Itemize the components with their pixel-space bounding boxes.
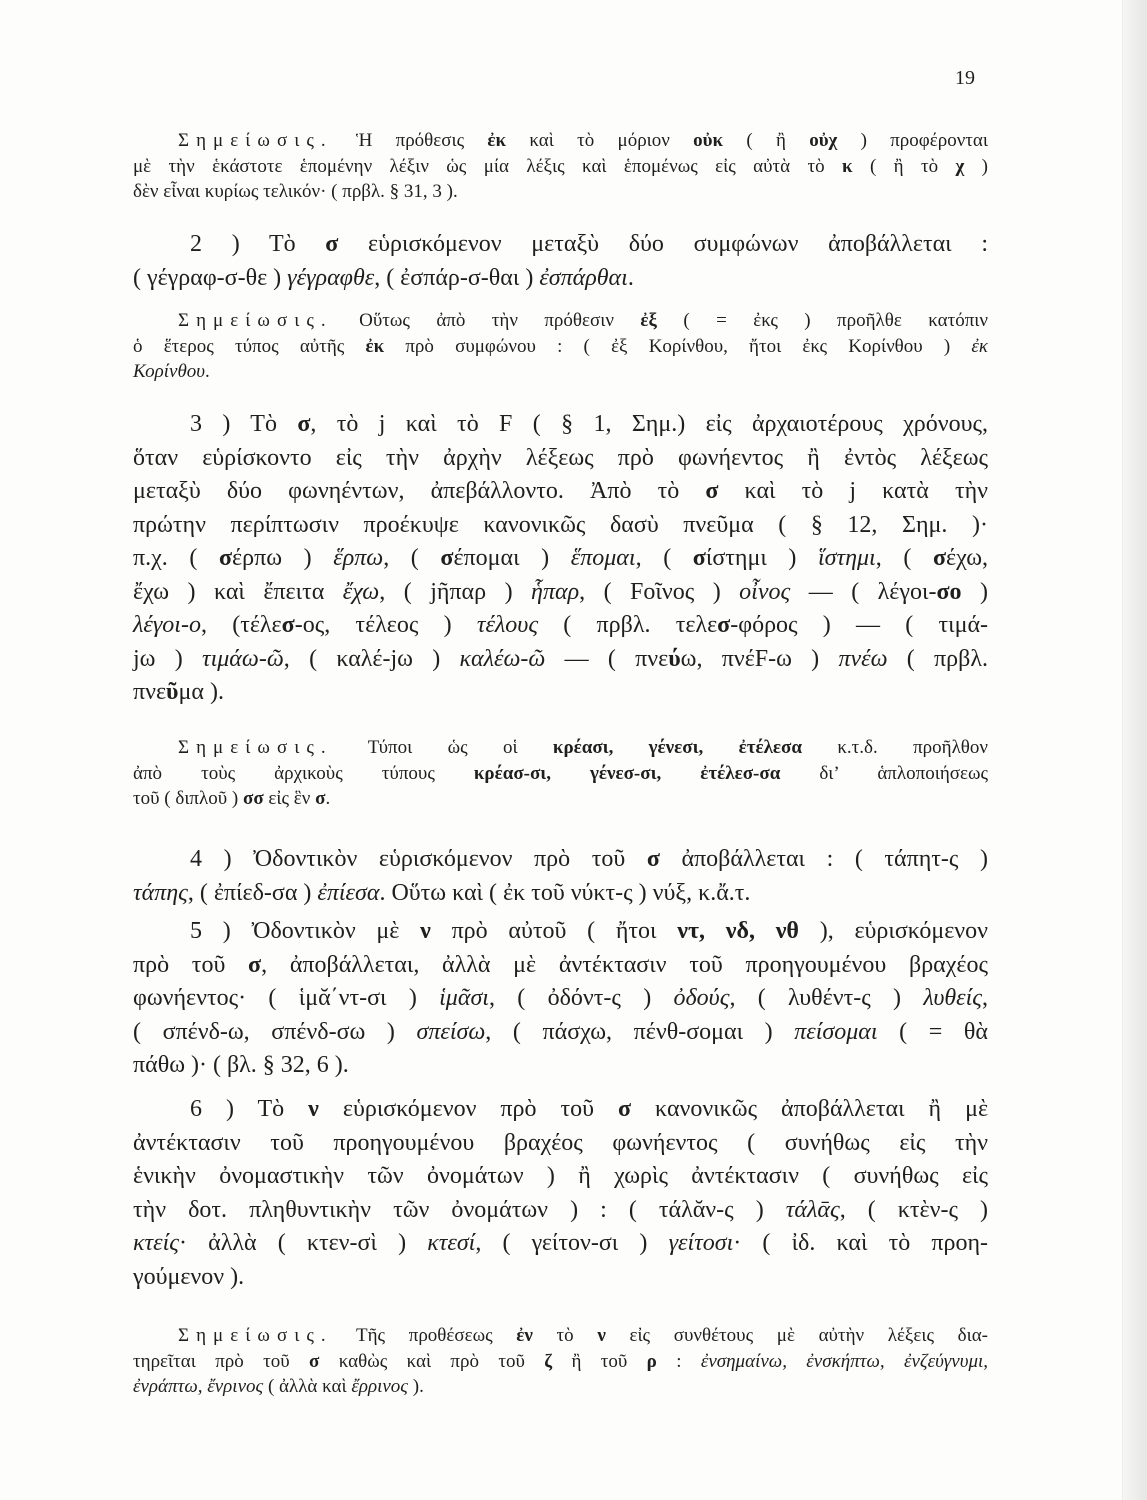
text-run: εὑρισκόμενον μεταξὺ δύο συμφώνων ἀποβάλλεται :	[338, 231, 988, 257]
text-run: ), εὑρισκόμενον	[798, 918, 988, 944]
text-run: · ( ἰδ. καὶ τὸ προη-	[733, 1230, 989, 1256]
text-run: ( πρβλ.	[887, 645, 988, 672]
bold-text: σ	[717, 612, 731, 638]
text-run: ( = θὰ	[877, 1018, 988, 1045]
text-run: ( γέγραφ-σ-θε )	[133, 264, 288, 291]
text-run: καὶ τὸ μόριον	[506, 130, 694, 151]
bold-text: σ	[218, 545, 233, 571]
text-run: .	[627, 264, 634, 291]
italic-text: ἵστημι	[818, 545, 876, 571]
text-run: γούμενον ).	[133, 1263, 245, 1290]
text-run: πρὸ αὐτοῦ ( ἤτοι	[430, 918, 678, 944]
bold-text: ἐκ	[365, 335, 385, 357]
text-run: , ( λυθέντ-ς )	[729, 985, 924, 1011]
bold-text: ῦ	[166, 679, 179, 705]
text-run: , ( κτὲν-ς )	[839, 1196, 988, 1223]
text-run: έπομαι )	[453, 545, 571, 571]
bold-text: σ	[309, 1350, 320, 1372]
italic-text: τιμάω-ῶ	[202, 645, 284, 672]
text-line	[133, 1093, 988, 1127]
note-heading: Σημείωσις.	[178, 737, 333, 758]
text-line	[133, 843, 988, 877]
text-run: , (	[383, 545, 441, 571]
page-edge-shadow	[1122, 0, 1147, 1500]
text-line	[133, 1323, 988, 1349]
italic-text: οἶνος	[739, 578, 791, 605]
page-number: 19	[955, 67, 975, 89]
italic-text: λέγοι-ο	[133, 612, 201, 638]
bold-text: σ	[325, 231, 339, 257]
text-run: μὲ τὴν ἑκάστοτε ἑπομένην λέξιν ὡς μία λέξις καὶ ἑπομένως εἰς αὐτὰ τὸ	[133, 155, 842, 177]
text-run: :	[656, 1350, 701, 1372]
text-run: 3 ) Τὸ	[190, 411, 298, 437]
text-run: ).	[408, 1376, 424, 1397]
bold-text: κ	[842, 155, 853, 177]
text-run: , ἀποβάλλεται, ἀλλὰ μὲ ἀντέκτασιν τοῦ προηγουμένου βραχέος	[261, 951, 988, 978]
text-run: δι’ ἁπλοποιήσεως	[780, 762, 989, 784]
text-run: δὲν εἶναι κυρίως τελικόν· ( πρβλ. § 31, 3 ).	[133, 181, 458, 202]
text-run: · ἀλλὰ ( κτεν-σὶ )	[178, 1230, 428, 1256]
italic-text: ἔχω	[342, 578, 380, 605]
text-line	[133, 179, 988, 205]
note-paragraph-2	[133, 308, 988, 385]
bold-text: σ	[440, 545, 454, 571]
text-run: 2 ) Τὸ	[190, 231, 326, 257]
text-run: πρώτην περίπτωσιν προέκυψε κανονικῶς δασὺ πνεῦμα ( § 12, Σημ. )·	[133, 511, 988, 538]
text-run: ἀντέκτασιν τοῦ προηγουμένου βραχέος φωνήεντος ( συνήθως εἰς τὴν	[133, 1129, 988, 1156]
text-line	[133, 982, 988, 1016]
text-run: ( ἀλλὰ καὶ	[263, 1376, 352, 1397]
text-line	[133, 262, 988, 296]
text-run: π.χ. (	[133, 545, 219, 571]
bold-text: σ	[932, 545, 946, 571]
text-run: καὶ τὸ j κατὰ τὴν	[718, 478, 988, 504]
text-run: τὸ	[532, 1325, 598, 1346]
bold-text: ν	[308, 1096, 319, 1122]
text-run: έρπω )	[232, 545, 334, 571]
bold-text: σ	[297, 411, 311, 437]
rule-paragraph-4	[133, 843, 988, 910]
italic-text: ἧπαρ	[531, 578, 580, 605]
italic-text: ἐσπάρθαι	[539, 264, 628, 291]
text-line	[133, 1227, 988, 1261]
note-paragraph-3	[133, 735, 988, 812]
italic-text: ἐνράπτω, ἔνρινος	[133, 1376, 264, 1397]
bold-text: σο	[936, 578, 962, 605]
text-run: πνε	[133, 679, 167, 705]
text-line	[133, 761, 988, 787]
text-run: -φόρος ) — ( τιμά-	[730, 612, 989, 638]
text-run: 5 ) Ὀδοντικὸν μὲ	[190, 918, 421, 944]
text-run: ) προφέρονται	[837, 130, 988, 151]
text-run: , ( πάσχω, πένθ-σομαι )	[485, 1018, 795, 1045]
text-run: Ἡ πρόθεσις	[332, 130, 488, 151]
bold-text: χ	[955, 155, 965, 177]
bold-text: σ	[646, 846, 660, 872]
italic-text: λυθείς	[923, 985, 982, 1011]
text-line	[133, 1016, 988, 1050]
bold-text: ἐξ	[640, 310, 657, 331]
text-line	[133, 1160, 988, 1194]
text-line	[133, 949, 988, 983]
text-line	[133, 542, 988, 576]
italic-text: Κορίνθου	[133, 361, 206, 382]
bold-text: σσ	[242, 788, 264, 809]
italic-text: ἱμᾶσι	[439, 985, 489, 1011]
text-run: Τῆς προθέσεως	[332, 1325, 517, 1346]
text-run: έχω,	[946, 545, 988, 571]
rule-paragraph-6	[133, 1093, 988, 1294]
italic-text: σπείσω	[416, 1018, 486, 1045]
text-run: — ( λέγοι-	[790, 578, 937, 605]
text-line	[133, 408, 988, 442]
note-heading: Σημείωσις.	[178, 310, 333, 331]
text-run: )	[961, 578, 988, 605]
bold-text: ζ	[544, 1350, 553, 1372]
text-run: τηρεῖται πρὸ τοῦ	[133, 1350, 310, 1372]
text-run: 6 ) Τὸ	[190, 1096, 309, 1122]
bold-text: σ	[281, 612, 295, 638]
bold-text: ύ	[668, 645, 681, 672]
text-run: ίστημι )	[705, 545, 818, 571]
rule-paragraph-5	[133, 915, 988, 1083]
bold-text: ρ	[646, 1350, 657, 1372]
text-run: ω, πνέF-ω )	[680, 645, 839, 672]
text-line	[133, 475, 988, 509]
italic-text: γείτοσι	[668, 1230, 734, 1256]
note-paragraph-1	[133, 128, 988, 205]
text-run: , ( καλέ-jω )	[283, 645, 460, 672]
bold-text: σ	[315, 788, 326, 809]
text-run: .	[325, 788, 331, 809]
text-run: ὁ ἕτερος τύπος αὐτῆς	[133, 335, 366, 357]
text-line	[133, 154, 988, 180]
text-run: ( = ἐκς ) προῆλθε κατόπιν	[656, 310, 989, 331]
text-run: , (τέλε	[200, 612, 282, 638]
text-line	[133, 509, 988, 543]
text-run: jω )	[133, 645, 202, 672]
bold-text: οὐκ	[693, 130, 724, 151]
text-run: , (	[875, 545, 933, 571]
text-run: ἑνικὴν ὀνομαστικὴν τῶν ὀνομάτων ) ἢ χωρὶς ἀντέκτασιν ( συνήθως εἰς	[133, 1163, 988, 1189]
bold-text: ν	[597, 1325, 606, 1346]
text-run: ( ἢ τὸ	[852, 155, 956, 177]
text-line	[133, 643, 988, 677]
bold-text: σ	[618, 1096, 632, 1122]
italic-text: ἐκ	[971, 335, 988, 357]
text-line	[133, 334, 988, 360]
italic-text: ἕπομαι	[570, 545, 636, 571]
text-run: , ( ἐπίεδ-σα )	[187, 879, 318, 906]
note-heading: Σημείωσις.	[178, 130, 333, 151]
text-run: .	[205, 361, 210, 382]
bold-text: σ	[705, 478, 719, 504]
italic-text: τάλᾱς	[785, 1196, 840, 1223]
italic-text: κτεσί	[427, 1230, 476, 1256]
text-run: , ( ἐσπάρ-σ-θαι )	[374, 264, 540, 291]
text-run: ( πρβλ. τελε	[538, 612, 718, 638]
text-line	[133, 1194, 988, 1228]
italic-text: πείσομαι	[794, 1018, 878, 1045]
text-run: ἀπὸ τοὺς ἀρχικοὺς τύπους	[133, 762, 474, 784]
text-run: , τὸ j καὶ τὸ F ( § 1, Σημ.) εἰς ἀρχαιοτέρους χρόνους,	[310, 411, 989, 437]
text-line	[133, 786, 988, 812]
text-run: , ( γείτον-σι )	[475, 1230, 669, 1256]
italic-text: ἐνσημαίνω, ἐνσκήπτω, ἐνζεύγνυμι,	[700, 1350, 989, 1372]
text-run: -ος, τέλεος )	[294, 612, 477, 638]
italic-text: ἕρπω	[333, 545, 384, 571]
text-run: )	[964, 155, 988, 177]
text-run: φωνήεντος· ( ἱμᾰ΄ντ-σι )	[133, 985, 440, 1011]
bold-text: ἐκ	[487, 130, 507, 151]
text-run: εἰς ἓν	[263, 788, 316, 809]
text-run: τοῦ ( διπλοῦ )	[133, 788, 243, 809]
text-run: Οὕτως ἀπὸ τὴν πρόθεσιν	[332, 310, 641, 331]
text-run: , ( jῆπαρ )	[379, 578, 532, 605]
bold-text: οὐχ	[809, 130, 838, 151]
text-run: καθὼς καὶ πρὸ τοῦ	[319, 1350, 545, 1372]
text-run: , ( Fοῖνος )	[579, 578, 740, 605]
text-run: εἰς συνθέτους μὲ αὐτὴν λέξεις δια-	[605, 1325, 988, 1346]
text-run: ὅταν εὑρίσκοντο εἰς τὴν ἀρχὴν λέξεως πρὸ φωνήεντος ἢ ἐντὸς λέξεως	[133, 444, 988, 471]
text-run: ἀποβάλλεται : ( τάπητ-ς )	[659, 846, 988, 872]
note-paragraph-4	[133, 1323, 988, 1400]
text-line	[133, 1261, 988, 1295]
text-run: τὴν δοτ. πληθυντικὴν τῶν ὀνομάτων ) : ( τάλᾰν-ς )	[133, 1196, 786, 1223]
bold-text: ντ, νδ, νθ	[677, 918, 799, 944]
text-line	[133, 1049, 988, 1083]
text-run: μα ).	[178, 679, 224, 705]
text-line	[133, 676, 988, 710]
text-run: , (	[635, 545, 693, 571]
italic-text: ἐπίεσα	[317, 879, 380, 906]
note-heading: Σημείωσις.	[178, 1325, 333, 1346]
text-line	[133, 308, 988, 334]
bold-text: ν	[420, 918, 431, 944]
text-line	[133, 576, 988, 610]
text-run: — ( πνε	[545, 645, 669, 672]
bold-text: ἐν	[516, 1325, 533, 1346]
italic-text: κτείς	[133, 1230, 179, 1256]
text-run: ἔχω ) καὶ ἔπειτα	[133, 578, 343, 605]
text-line	[133, 228, 988, 262]
text-line	[133, 877, 988, 911]
text-run: πάθω )· ( βλ. § 32, 6 ).	[133, 1052, 349, 1078]
italic-text: τέλους	[476, 612, 539, 638]
bold-text: σ	[248, 951, 262, 978]
text-line	[133, 915, 988, 949]
text-line	[133, 442, 988, 476]
text-run: . Οὕτω καὶ ( ἐκ τοῦ νύκτ-ς ) νύξ, κ.ἄ.τ.	[379, 879, 751, 906]
text-run: ( ἢ	[723, 130, 810, 151]
italic-text: πνέω	[838, 645, 888, 672]
italic-text: ἔρρινος	[351, 1376, 409, 1397]
text-run: ἢ τοῦ	[552, 1350, 647, 1372]
bold-text: κρέασ-σι, γένεσ-σι, ἐτέλεσ-σα	[473, 762, 781, 784]
text-line	[133, 735, 988, 761]
text-line	[133, 128, 988, 154]
text-run: 4 ) Ὀδοντικὸν εὑρισκόμενον πρὸ τοῦ	[190, 846, 647, 872]
text-run: μεταξὺ δύο φωνηέντων, ἀπεβάλλοντο. Ἀπὸ τὸ	[133, 478, 706, 504]
text-line	[133, 1374, 988, 1400]
text-run: κανονικῶς ἀποβάλλεται ἢ μὲ	[631, 1096, 989, 1122]
italic-text: ὀδούς	[673, 985, 730, 1011]
text-line	[133, 609, 988, 643]
text-line	[133, 359, 988, 385]
bold-text: κρέασι, γένεσι, ἐτέλεσα	[552, 737, 802, 758]
rule-paragraph-2	[133, 228, 988, 295]
text-run: ( σπένδ-ω, σπένδ-σω )	[133, 1018, 417, 1045]
italic-text: καλέω-ῶ	[459, 645, 546, 672]
text-run: , ( ὀδόντ-ς )	[488, 985, 674, 1011]
text-line	[133, 1349, 988, 1375]
text-run: Τύποι ὡς οἱ	[332, 737, 553, 758]
text-run: ,	[982, 985, 988, 1011]
rule-paragraph-3	[133, 408, 988, 710]
bold-text: σ	[692, 545, 706, 571]
text-run: πρὸ τοῦ	[133, 951, 249, 978]
text-run: πρὸ συμφώνου : ( ἐξ Κορίνθου, ἤτοι ἐκς Κορίνθου )	[384, 335, 972, 357]
text-run: εὑρισκόμενον πρὸ τοῦ	[318, 1096, 619, 1122]
italic-text: γέγραφθε	[287, 264, 375, 291]
text-line	[133, 1127, 988, 1161]
text-run: κ.τ.δ. προῆλθον	[801, 737, 988, 758]
italic-text: τάπης	[133, 879, 188, 906]
